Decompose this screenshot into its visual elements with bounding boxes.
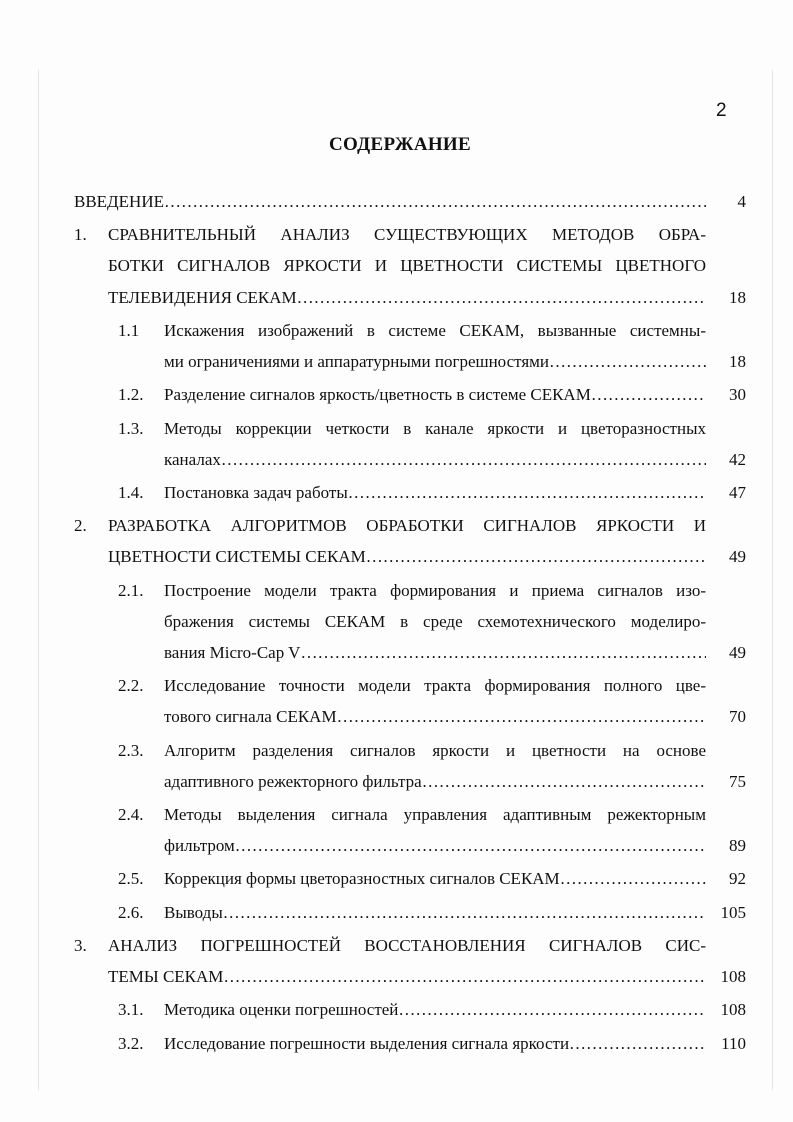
toc-page-number: 42 [729, 449, 746, 469]
page-title: СОДЕРЖАНИЕ [329, 134, 471, 155]
dot-leader [366, 545, 706, 569]
toc-entry-text: адаптивного режекторного фильтра [164, 771, 422, 791]
toc-page-number: 108 [720, 1000, 746, 1020]
toc-entry-number: 1.2. [118, 385, 144, 405]
dot-leader [569, 1032, 706, 1056]
toc-entry-line-last[interactable] [164, 481, 746, 505]
toc-entry-number: 2.2. [118, 676, 144, 696]
toc-entry-line[interactable] [164, 610, 706, 634]
dot-leader [422, 770, 706, 794]
toc-entry-text: Искажения изображений в системе СЕКАМ, вызванные системны- [164, 320, 706, 340]
toc-entry-line-last[interactable] [74, 190, 746, 214]
toc-entry-number: 2.1. [118, 580, 144, 600]
toc-entry-text: Разделение сигналов яркость/цветность в системе СЕКАМ [164, 385, 591, 405]
toc-entry-text: фильтром [164, 836, 235, 855]
toc-entry-text: Методика оценки погрешностей [164, 1000, 399, 1020]
toc-entry-text: Выводы [164, 902, 223, 922]
toc-entry-line-last[interactable] [164, 1032, 746, 1056]
toc-entry-line-last[interactable] [164, 867, 746, 891]
toc-entry-line[interactable] [108, 254, 706, 278]
toc-entry-line-last[interactable] [108, 545, 746, 569]
toc-entry-text: Исследование точности модели тракта формирования полного цве- [164, 676, 706, 696]
dot-leader [297, 286, 706, 310]
toc-entry-line[interactable] [164, 739, 706, 763]
toc-page-number: 105 [720, 902, 746, 922]
toc-entry-text: Коррекция формы цветоразностных сигналов СЕКАМ [164, 869, 560, 889]
toc-entry-text: РАЗРАБОТКА АЛГОРИТМОВ ОБРАБОТКИ СИГНАЛОВ ЯРКОСТИ И [108, 516, 706, 536]
toc-page-number: 49 [729, 547, 746, 567]
toc-entry-line-last[interactable] [164, 901, 746, 925]
toc-entry-text: Методы выделения сигнала управления адаптивным режекторным [164, 804, 706, 824]
toc-page-number: 30 [729, 385, 746, 405]
toc-entry-line[interactable] [108, 934, 706, 958]
toc-entry-number: 2.6. [118, 902, 144, 922]
toc-page-number: 47 [729, 482, 746, 502]
toc-entry-text: СРАВНИТЕЛЬНЫЙ АНАЛИЗ СУЩЕСТВУЮЩИХ МЕТОДОВ ОБРА- [108, 225, 706, 245]
toc-entry-text: Построение модели тракта формирования и приема сигналов изо- [164, 580, 706, 600]
toc-entry-number: 2.5. [118, 869, 144, 889]
dot-leader [221, 448, 706, 472]
toc-entry-text: АНАЛИЗ ПОГРЕШНОСТЕЙ ВОССТАНОВЛЕНИЯ СИГНАЛОВ СИС- [108, 935, 706, 955]
toc-entry-text: тового сигнала СЕКАМ [164, 707, 337, 727]
toc-page-number: 89 [729, 836, 746, 855]
toc-entry-number: 2.4. [118, 804, 144, 824]
toc-page-number: 110 [721, 1033, 746, 1053]
toc-entry-number: 2. [74, 516, 87, 536]
toc-entry-number: 3.2. [118, 1033, 144, 1053]
toc-entry-text: Методы коррекции четкости в канале яркости и цветоразностных [164, 418, 706, 438]
scan-edge-shadow [38, 70, 39, 1090]
toc-entry-line-last[interactable] [164, 641, 746, 665]
toc-entry-text: вания Micro-Cap V [164, 642, 301, 662]
toc-entry-text: ТЕМЫ СЕКАМ [108, 967, 224, 986]
page-number: 2 [716, 100, 727, 121]
toc-entry-line-last[interactable] [164, 448, 746, 472]
dot-leader [300, 641, 706, 665]
toc-page-number: 108 [720, 967, 746, 986]
toc-entry-text: ВВЕДЕНИЕ [74, 192, 164, 211]
toc-entry-number: 3.1. [118, 1000, 144, 1020]
toc-entry-line-last[interactable] [108, 286, 746, 310]
toc-page-number: 18 [729, 351, 746, 371]
toc-entry-number: 2.3. [118, 740, 144, 760]
toc-entry-line[interactable] [164, 674, 706, 698]
toc-entry-line-last[interactable] [108, 965, 746, 989]
dot-leader [223, 965, 706, 989]
toc-entry-text: бражения системы СЕКАМ в среде схемотехнического моделиро- [164, 611, 706, 631]
toc-page-number: 4 [737, 192, 746, 211]
dot-leader [549, 350, 706, 374]
toc-entry-line-last[interactable] [164, 834, 746, 858]
toc-entry-line-last[interactable] [164, 350, 746, 374]
toc-entry-line[interactable] [164, 579, 706, 603]
dot-leader [223, 901, 706, 925]
dot-leader [560, 867, 706, 891]
toc-entry-number: 1.3. [118, 418, 144, 438]
toc-entry-line[interactable] [164, 803, 706, 827]
toc-entry-number: 1.1 [118, 320, 140, 340]
toc-page-number: 18 [729, 287, 746, 307]
dot-leader [348, 481, 706, 505]
dot-leader [164, 190, 706, 214]
dot-leader [398, 998, 706, 1022]
toc-page-number: 70 [729, 707, 746, 727]
toc-entry-text: Алгоритм разделения сигналов яркости и цветности на основе [164, 740, 706, 760]
toc-entry-number: 1.4. [118, 482, 144, 502]
toc-entry-text: ТЕЛЕВИДЕНИЯ СЕКАМ [108, 287, 297, 307]
toc-entry-line[interactable] [108, 223, 706, 247]
dot-leader [235, 834, 706, 858]
toc-entry-line-last[interactable] [164, 383, 746, 407]
toc-entry-line[interactable] [164, 319, 706, 343]
toc-page-number: 92 [729, 869, 746, 889]
toc-entry-line[interactable] [164, 417, 706, 441]
toc-page-number: 75 [729, 771, 746, 791]
toc-entry-number: 3. [74, 935, 87, 955]
toc-entry-text: ми ограничениями и аппаратурными погрешностями [164, 351, 550, 371]
toc-entry-text: ЦВЕТНОСТИ СИСТЕМЫ СЕКАМ [108, 547, 366, 567]
toc-entry-number: 1. [74, 225, 87, 245]
toc-entry-line[interactable] [108, 514, 706, 538]
toc-entry-text: БОТКИ СИГНАЛОВ ЯРКОСТИ И ЦВЕТНОСТИ СИСТЕМЫ ЦВЕТНОГО [108, 256, 706, 276]
toc-entry-text: Постановка задач работы [164, 482, 348, 502]
toc-entry-line-last[interactable] [164, 770, 746, 794]
toc-page-number: 49 [729, 642, 746, 662]
scan-edge-shadow [772, 70, 773, 1090]
toc-entry-line-last[interactable] [164, 998, 746, 1022]
toc-entry-text: каналах [164, 449, 221, 469]
dot-leader [591, 383, 706, 407]
toc-entry-line-last[interactable] [164, 705, 746, 729]
dot-leader [337, 705, 706, 729]
toc-entry-text: Исследование погрешности выделения сигнала яркости [164, 1033, 570, 1053]
